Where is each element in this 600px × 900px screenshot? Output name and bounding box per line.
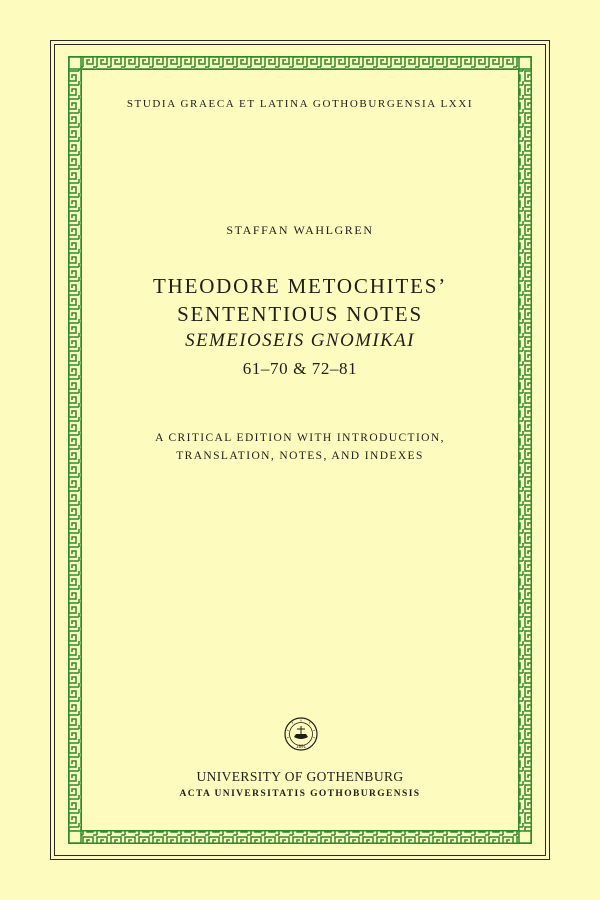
author-name: STAFFAN WAHLGREN [226,223,374,237]
cover-content [96,92,504,812]
description-line-2: TRANSLATION, NOTES, AND INDEXES [176,450,424,462]
seal-year: 1891 [295,744,307,749]
title-line-1: THEODORE METOCHITES’ [152,274,447,298]
book-subtitle: SEMEIOSEIS GNOMIKAI [185,330,415,351]
description-line-1: A CRITICAL EDITION WITH INTRODUCTION, [155,432,445,444]
section-range: 61–70 & 72–81 [242,359,358,378]
title-line-2: SENTENTIOUS NOTES [177,302,423,326]
publisher-name: ACTA UNIVERSITATIS GOTHOBURGENSIS [179,789,421,799]
book-title [96,272,504,328]
edition-description [96,429,504,465]
university-seal-icon [284,717,318,751]
university-name: UNIVERSITY OF GOTHENBURG [196,769,404,784]
series-title: STUDIA GRAECA ET LATINA GOTHOBURGENSIA LXXI [126,98,474,110]
